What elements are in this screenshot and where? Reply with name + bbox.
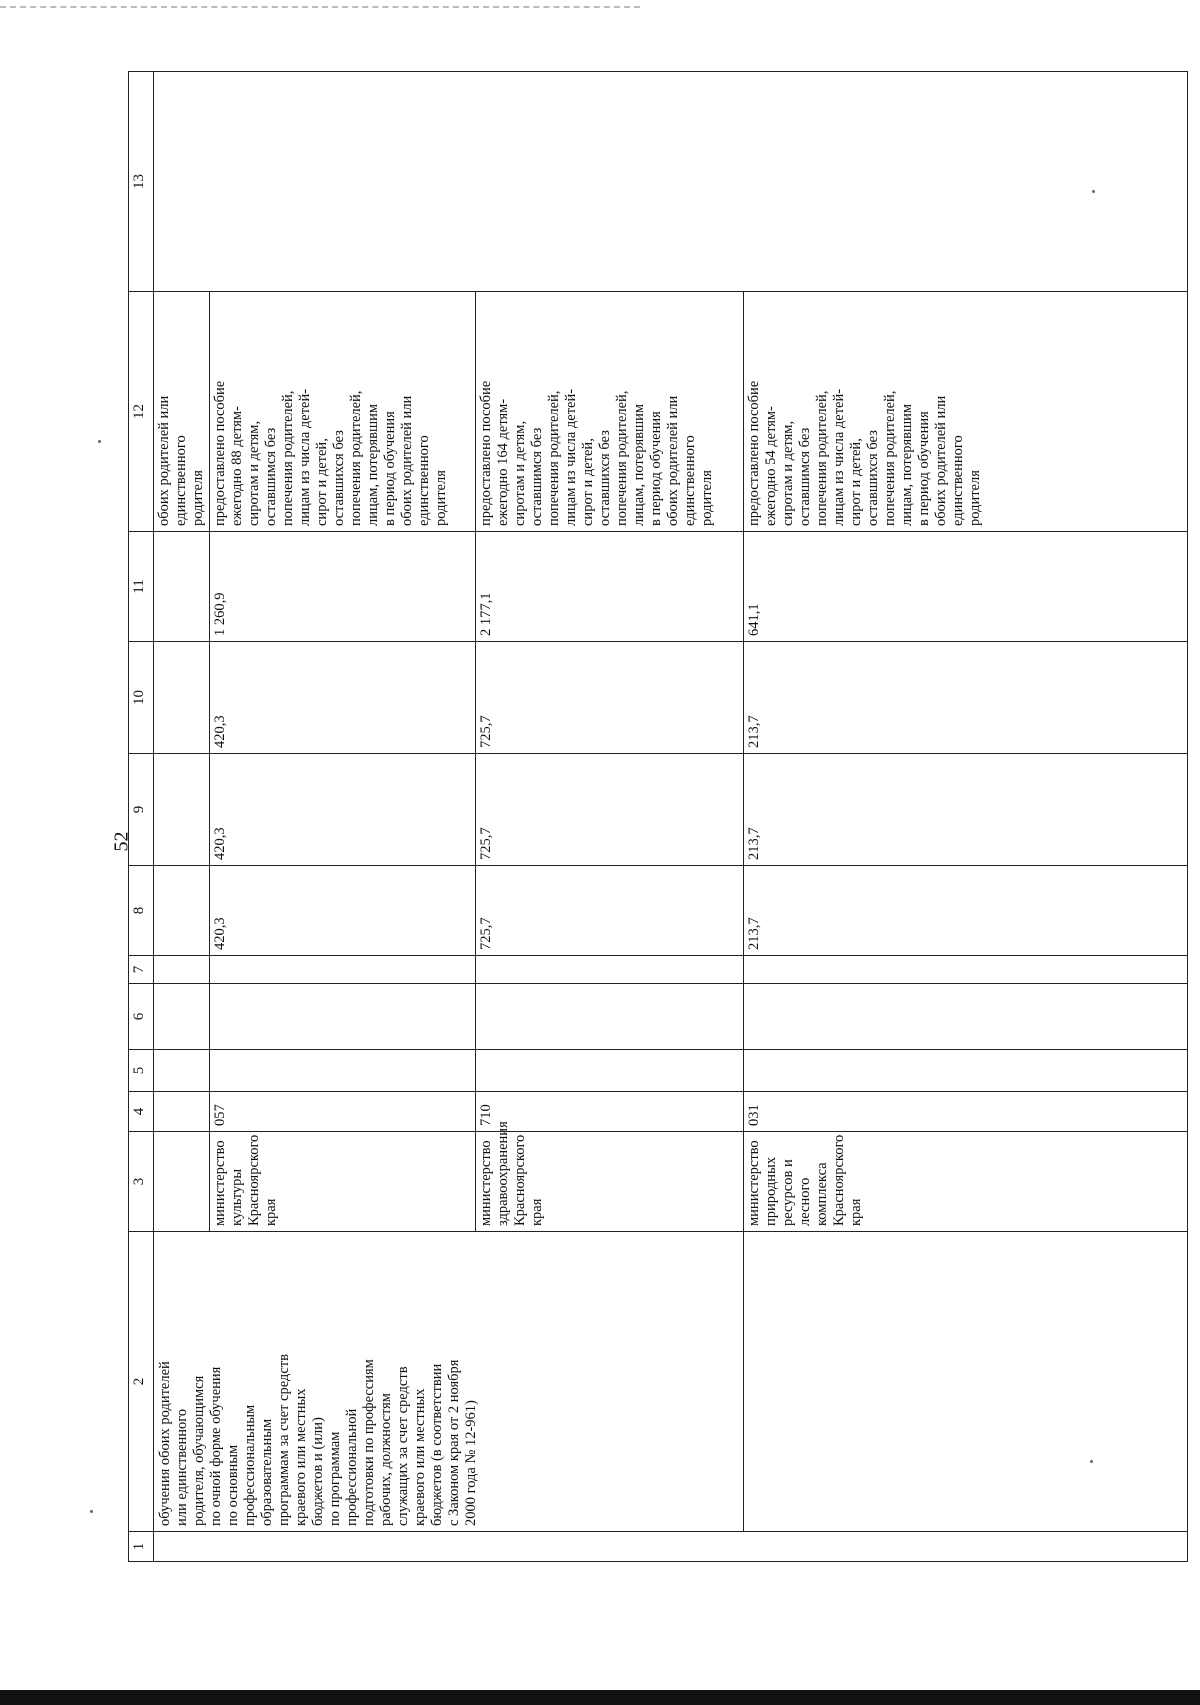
- cell-executor: министерство культуры Красноярского края: [210, 1132, 476, 1232]
- column-header: 2: [129, 1232, 154, 1532]
- cell-executor: [154, 1132, 210, 1232]
- table-row: [744, 72, 1188, 1562]
- scan-speck: [98, 440, 101, 443]
- column-header: 4: [129, 1092, 154, 1132]
- cell-col10: [154, 642, 210, 754]
- cell-col11: [154, 532, 210, 642]
- table-header-row: [129, 72, 154, 1562]
- cell-grbs-code: 710: [476, 1092, 744, 1132]
- cell-result: предоставлено пособие ежегодно 88 детям- сиротам и детям, оставшимся без попечения родителей, лицам из числа детей- сирот и детей, оставшихся без попечения родителей, лицам, потерявшим в период обучения обоих родителей или единственного родителя: [210, 292, 476, 532]
- rotated-table-container: [128, 72, 1188, 1562]
- cell-col2: [744, 1232, 1188, 1532]
- scan-speck: [1090, 1460, 1093, 1463]
- cell-col7: [476, 956, 744, 984]
- cell-result: предоставлено пособие ежегодно 164 детям- сиротам и детям, оставшимся без попечения родителей, лицам из числа детей- сирот и детей, оставшихся без попечения родителей, лицам, потерявшим в период обучения обоих родителей или единственного родителя: [476, 292, 744, 532]
- cell-col9: [154, 754, 210, 866]
- column-header: 12: [129, 292, 154, 532]
- cell-col8: 213,7: [744, 866, 1188, 956]
- cell-col5: [210, 1050, 476, 1092]
- cell-grbs-code: [154, 1092, 210, 1132]
- cell-result: предоставлено пособие ежегодно 54 детям- сиротам и детям, оставшимся без попечения родителей, лицам из числа детей- сирот и детей, оставшихся без попечения родителей, лицам, потерявшим в период обучения обоих родителей или единственного родителя: [744, 292, 1188, 532]
- column-header: 11: [129, 532, 154, 642]
- scan-speck: [1092, 190, 1095, 193]
- cell-col8: 725,7: [476, 866, 744, 956]
- column-header: 10: [129, 642, 154, 754]
- cell-col6: [476, 984, 744, 1050]
- cell-executor: министерство природных ресурсов и лесного комплекса Красноярского края: [744, 1132, 1188, 1232]
- column-header: 6: [129, 984, 154, 1050]
- cell-col11: 641,1: [744, 532, 1188, 642]
- cell-measure-description: обучения обоих родителей или единственного родителя, обучающимся по очной форме обучения по основным профессиональным образовательным программам за счет средств краевого или местных бюджетов и (или) по программам профессиональной подготовки по профессиям рабочих, должностям служащих за счет средств краевого или местных бюджетов (в соответствии с Законом края от 2 ноября 2000 года № 12-961): [154, 1232, 744, 1532]
- cell-col11: 2 177,1: [476, 532, 744, 642]
- scan-speck: [90, 1510, 93, 1513]
- cell-grbs-code: 057: [210, 1092, 476, 1132]
- cell-grbs-code: 031: [744, 1092, 1188, 1132]
- cell-col13: [154, 72, 1188, 292]
- cell-col9: 213,7: [744, 754, 1188, 866]
- cell-col8: [154, 866, 210, 956]
- scan-edge-bar: [0, 1690, 1200, 1705]
- cell-result: обоих родителей или единственного родителя: [154, 292, 210, 532]
- budget-table: [128, 71, 1188, 1562]
- cell-col6: [210, 984, 476, 1050]
- cell-col1: [154, 1532, 1188, 1562]
- cell-col10: 725,7: [476, 642, 744, 754]
- cell-col7: [210, 956, 476, 984]
- cell-col10: 213,7: [744, 642, 1188, 754]
- column-header: 1: [129, 1532, 154, 1562]
- cell-executor: министерство здравоохранения Красноярского края: [476, 1132, 744, 1232]
- cell-col5: [744, 1050, 1188, 1092]
- page-number: 52: [110, 831, 133, 852]
- table-row: [154, 72, 210, 1562]
- scan-artifact-top: [0, 6, 640, 8]
- cell-col9: 725,7: [476, 754, 744, 866]
- cell-col11: 1 260,9: [210, 532, 476, 642]
- cell-col5: [476, 1050, 744, 1092]
- cell-col6: [744, 984, 1188, 1050]
- column-header: 3: [129, 1132, 154, 1232]
- column-header: 8: [129, 866, 154, 956]
- cell-col7: [154, 956, 210, 984]
- cell-col8: 420,3: [210, 866, 476, 956]
- column-header: 13: [129, 72, 154, 292]
- cell-col5: [154, 1050, 210, 1092]
- column-header: 7: [129, 956, 154, 984]
- column-header: 5: [129, 1050, 154, 1092]
- cell-col6: [154, 984, 210, 1050]
- cell-col7: [744, 956, 1188, 984]
- cell-col9: 420,3: [210, 754, 476, 866]
- column-header: 9: [129, 754, 154, 866]
- cell-col10: 420,3: [210, 642, 476, 754]
